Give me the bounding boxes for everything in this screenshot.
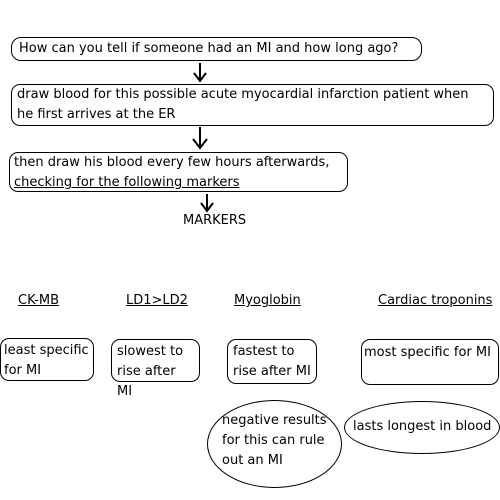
marker-cardiac-troponins: Cardiac troponins	[378, 293, 493, 308]
myoglobin-note-line1: negative results	[222, 413, 327, 428]
myoglobin-note-line3: out an MI	[222, 453, 283, 468]
ck-mb-desc-box	[0, 338, 94, 381]
arrow-3-icon	[201, 194, 213, 211]
ld-desc-line1: slowest to	[117, 344, 184, 359]
ck-mb-desc-line1: least specific	[4, 343, 89, 358]
troponin-note-ellipse	[344, 401, 500, 454]
step2-line2: checking for the following markers	[14, 175, 240, 190]
arrow-1-icon	[194, 63, 206, 81]
step1-line2: he first arrives at the ER	[17, 107, 176, 122]
troponin-desc-line1: most specific for MI	[364, 345, 491, 360]
question-text: How can you tell if someone had an MI and how long ago?	[19, 41, 399, 56]
step-draw-blood-box	[11, 84, 494, 126]
markers-title: MARKERS	[183, 213, 247, 228]
myoglobin-desc-box	[227, 339, 317, 384]
marker-ld1-ld2: LD1>LD2	[126, 293, 188, 308]
troponin-desc-box	[361, 339, 499, 385]
myoglobin-note-line2: for this can rule	[222, 433, 325, 448]
myoglobin-desc-line1: fastest to	[233, 344, 295, 359]
ld-desc-line2: rise after MI	[117, 364, 176, 399]
step-repeat-draw-box	[9, 152, 348, 192]
marker-ck-mb: CK-MB	[18, 293, 60, 308]
troponin-note-line1: lasts longest in blood	[353, 419, 492, 434]
myoglobin-note-ellipse	[207, 400, 342, 488]
question-box	[11, 37, 422, 61]
step1-line1: draw blood for this possible acute myocardial infarction patient when	[17, 87, 469, 102]
myoglobin-desc-line2: rise after MI	[233, 364, 311, 379]
ck-mb-desc-line2: for MI	[4, 363, 42, 378]
arrow-2-icon	[193, 127, 207, 148]
ld-desc-box	[111, 339, 200, 399]
step2-line1: then draw his blood every few hours afterwards,	[14, 155, 330, 170]
marker-myoglobin: Myoglobin	[234, 293, 301, 308]
